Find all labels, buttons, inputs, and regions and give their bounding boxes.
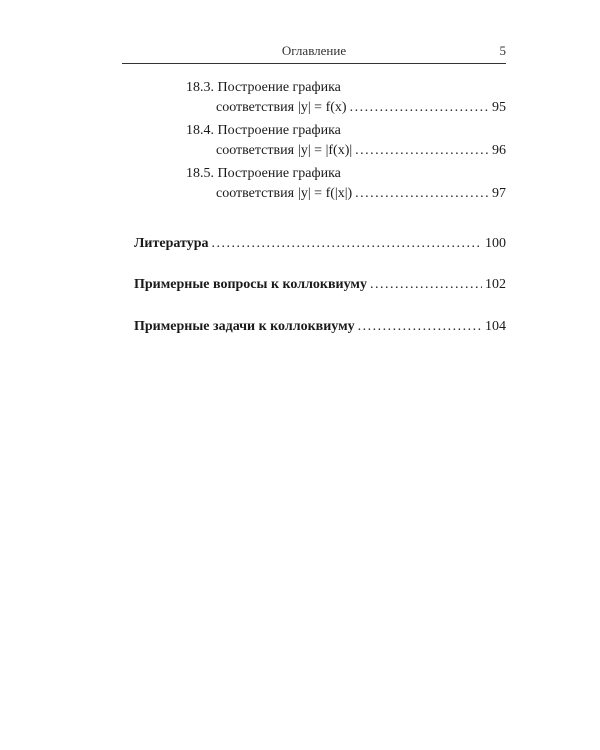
header-page-number: 5: [499, 43, 506, 58]
dot-leader: [350, 100, 489, 116]
entry-number: 18.5.: [186, 166, 214, 181]
dot-leader: [355, 143, 489, 159]
entry-title: Построение графика: [217, 123, 341, 138]
toc-entry-literature: [134, 236, 506, 252]
dot-leader: [355, 186, 489, 202]
entry-label: Литература: [134, 236, 209, 251]
entry-title: Построение графика: [217, 80, 341, 95]
header-title: Оглавление: [281, 43, 347, 58]
running-header: [122, 43, 506, 64]
dot-leader: [212, 236, 483, 252]
entry-page: 95: [492, 100, 506, 115]
entry-page: 96: [492, 143, 506, 158]
dot-leader: [358, 319, 482, 335]
entry-number: 18.3.: [186, 80, 214, 95]
dot-leader: [370, 277, 482, 293]
entry-page: 102: [485, 277, 506, 292]
entry-number: 18.4.: [186, 123, 214, 138]
entry-page: 104: [485, 319, 506, 334]
entry-continuation: соответствия: [216, 143, 295, 158]
toc-entry-tasks: [134, 319, 506, 335]
entry-title: Построение графика: [217, 166, 341, 181]
entry-formula: |y| = f(x): [298, 100, 347, 115]
entry-label: Примерные вопросы к коллоквиуму: [134, 277, 367, 292]
entry-continuation: соответствия: [216, 100, 295, 115]
entry-label: Примерные задачи к коллоквиуму: [134, 319, 355, 334]
entry-formula: |y| = f(|x|): [298, 186, 353, 201]
entry-continuation: соответствия: [216, 186, 295, 201]
entry-page: 97: [492, 186, 506, 201]
toc-entry-questions: [134, 277, 506, 293]
entry-formula: |y| = |f(x)|: [298, 143, 353, 158]
entry-page: 100: [485, 236, 506, 251]
